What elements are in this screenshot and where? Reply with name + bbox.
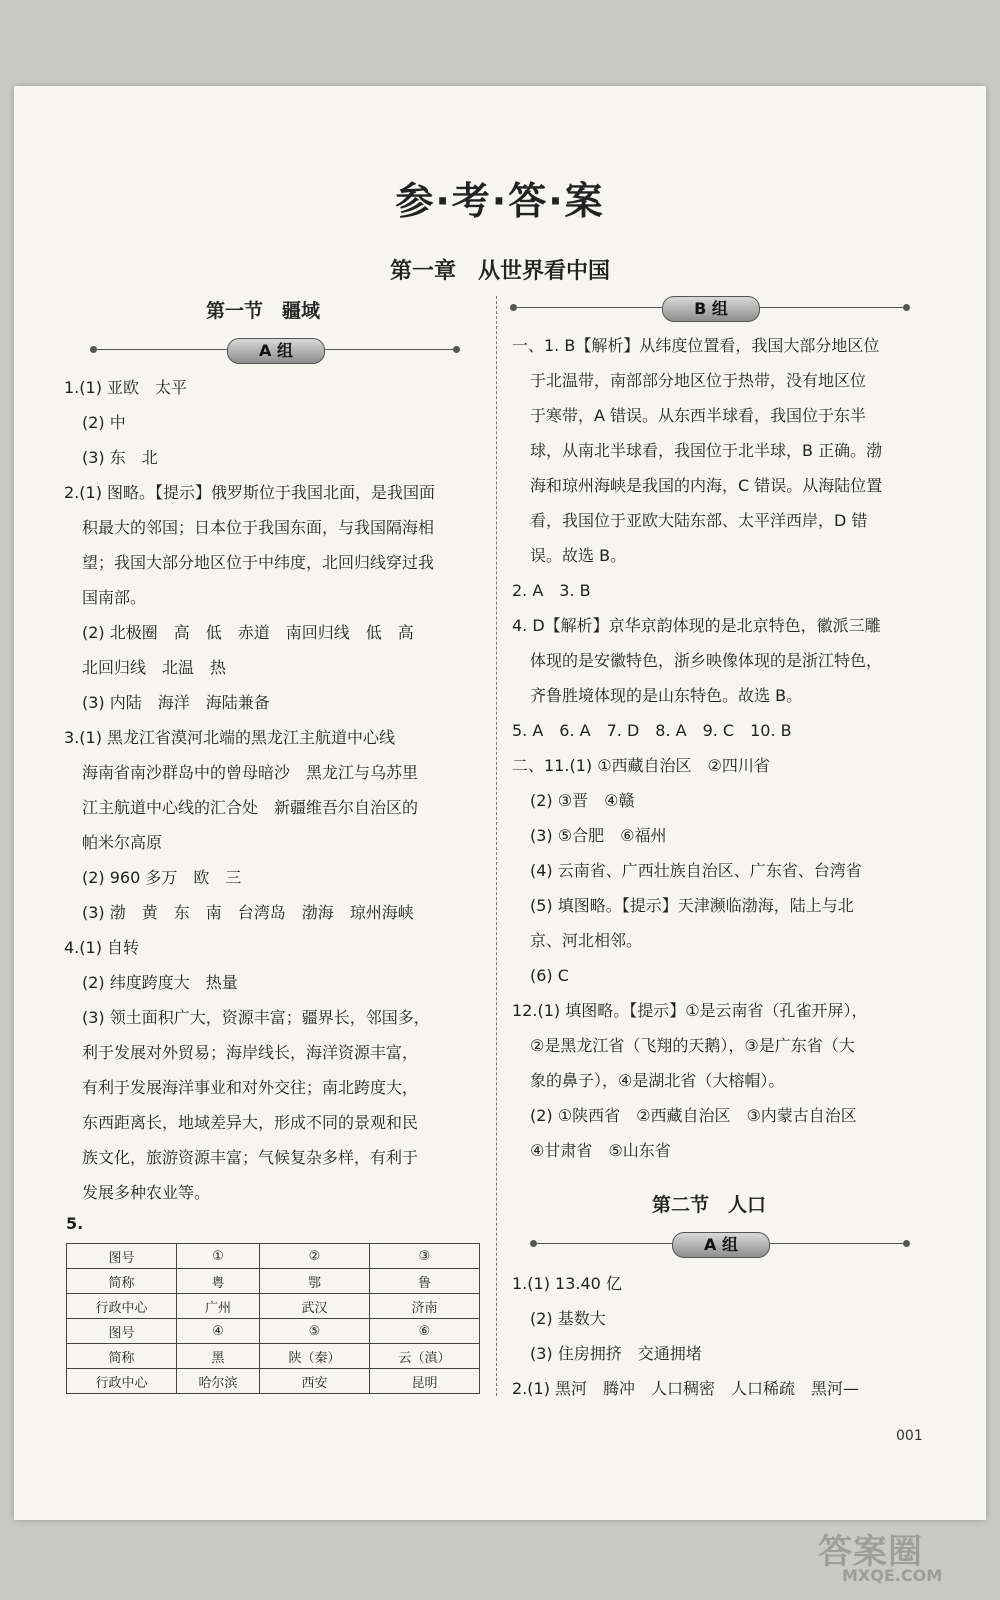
table-cell: 简称 bbox=[67, 1344, 177, 1369]
table-cell: 广州 bbox=[176, 1294, 259, 1319]
question-5-label: 5. bbox=[66, 1214, 84, 1233]
answer-line: 误。故选 B。 bbox=[530, 546, 627, 565]
table-row bbox=[67, 1294, 480, 1319]
answer-line: ④甘肃省 ⑤山东省 bbox=[530, 1141, 671, 1160]
right-answers-population bbox=[512, 1266, 932, 1406]
answer-line: (2) ①陕西省 ②西藏自治区 ③内蒙古自治区 bbox=[530, 1106, 857, 1125]
answer-line: (3) 渤 黄 东 南 台湾岛 渤海 琼州海峡 bbox=[82, 903, 414, 922]
answer-line: 5. A 6. A 7. D 8. A 9. C 10. B bbox=[512, 721, 792, 740]
answer-line: 利于发展对外贸易；海岸线长，海洋资源丰富， bbox=[82, 1043, 419, 1062]
answer-line: 2.(1) 图略。【提示】俄罗斯位于我国北面，是我国面 bbox=[64, 483, 436, 502]
group-a-header bbox=[90, 338, 460, 362]
table-cell: 行政中心 bbox=[67, 1369, 177, 1394]
answer-line: 族文化，旅游资源丰富；气候复杂多样，有利于 bbox=[82, 1148, 419, 1167]
left-answers bbox=[64, 370, 484, 1210]
table-cell: ② bbox=[260, 1244, 370, 1269]
answer-line: 海和琼州海峡是我国的内海，C 错误。从海陆位置 bbox=[530, 476, 883, 495]
page-number: 001 bbox=[896, 1428, 923, 1444]
section-title-territory: 第一节 疆域 bbox=[206, 300, 321, 322]
table-cell: 图号 bbox=[67, 1244, 177, 1269]
chapter-title: 第一章 从世界看中国 bbox=[389, 259, 610, 284]
table-cell: 鲁 bbox=[369, 1269, 479, 1294]
group-b-header bbox=[510, 296, 910, 320]
answer-line: 4. D【解析】京华京韵体现的是北京特色，徽派三雕 bbox=[512, 616, 881, 635]
table-cell: 黑 bbox=[176, 1344, 259, 1369]
answer-line: 有利于发展海洋事业和对外交往；南北跨度大， bbox=[82, 1078, 419, 1097]
answer-line: 于北温带，南部部分地区位于热带，没有地区位 bbox=[530, 371, 867, 390]
answer-line: (4) 云南省、广西壮族自治区、广东省、台湾省 bbox=[530, 861, 862, 880]
answer-line: 1.(1) 13.40 亿 bbox=[512, 1274, 622, 1293]
answer-line: 体现的是安徽特色，浙乡映像体现的是浙江特色， bbox=[530, 651, 883, 670]
table-cell: ⑤ bbox=[260, 1319, 370, 1344]
answer-line: (2) 北极圈 高 低 赤道 南回归线 低 高 bbox=[82, 623, 414, 642]
watermark-logo: 答案圈 bbox=[818, 1532, 923, 1572]
answer-line: 于寒带，A 错误。从东西半球看，我国位于东半 bbox=[530, 406, 867, 425]
answer-line: (2) 960 多万 欧 三 bbox=[82, 868, 242, 887]
answer-line: 望；我国大部分地区位于中纬度，北回归线穿过我 bbox=[82, 553, 435, 572]
group-b-label: B 组 bbox=[662, 296, 760, 322]
answer-line: (6) C bbox=[530, 966, 569, 985]
answer-line: 积最大的邻国；日本位于我国东面，与我国隔海相 bbox=[82, 518, 435, 537]
page-title: 参·考·答·案 bbox=[395, 179, 605, 223]
answer-line: (3) 内陆 海洋 海陆兼备 bbox=[82, 693, 270, 712]
table-cell: 武汉 bbox=[260, 1294, 370, 1319]
group-a2-label: A 组 bbox=[672, 1232, 770, 1258]
table-cell: 简称 bbox=[67, 1269, 177, 1294]
table-cell: ① bbox=[176, 1244, 259, 1269]
answer-line: (3) 领土面积广大，资源丰富；疆界长，邻国多， bbox=[82, 1008, 430, 1027]
watermark-url: MXQE.COM bbox=[842, 1566, 943, 1585]
answer-line: ②是黑龙江省（飞翔的天鹅），③是广东省（大 bbox=[530, 1036, 855, 1055]
table-cell: 济南 bbox=[369, 1294, 479, 1319]
table-cell: 哈尔滨 bbox=[176, 1369, 259, 1394]
answer-line: 北回归线 北温 热 bbox=[82, 658, 227, 677]
answer-line: 发展多种农业等。 bbox=[82, 1183, 211, 1202]
answer-line: (2) ③晋 ④赣 bbox=[530, 791, 635, 810]
answer-line: 国南部。 bbox=[82, 588, 147, 607]
answer-line: 二、11.(1) ①西藏自治区 ②四川省 bbox=[512, 756, 770, 775]
table-cell: 粤 bbox=[176, 1269, 259, 1294]
table-cell: 昆明 bbox=[369, 1369, 479, 1394]
table-row bbox=[67, 1319, 480, 1344]
table-cell: ③ bbox=[369, 1244, 479, 1269]
answer-line: 江主航道中心线的汇合处 新疆维吾尔自治区的 bbox=[82, 798, 419, 817]
answer-line: 京、河北相邻。 bbox=[530, 931, 643, 950]
answer-line: 3.(1) 黑龙江省漠河北端的黑龙江主航道中心线 bbox=[64, 728, 396, 747]
answer-line: (5) 填图略。【提示】天津濒临渤海，陆上与北 bbox=[530, 896, 854, 915]
table-cell: 行政中心 bbox=[67, 1294, 177, 1319]
section-title-population: 第二节 人口 bbox=[652, 1194, 767, 1216]
answer-line: (3) 住房拥挤 交通拥堵 bbox=[530, 1344, 702, 1363]
province-table bbox=[66, 1243, 480, 1394]
table-row bbox=[67, 1344, 480, 1369]
answer-line: 2.(1) 黑河 腾冲 人口稠密 人口稀疏 黑河— bbox=[512, 1379, 860, 1398]
table-cell: 陕（秦） bbox=[260, 1344, 370, 1369]
table-cell: 云（滇） bbox=[369, 1344, 479, 1369]
answer-line: (2) 纬度跨度大 热量 bbox=[82, 973, 238, 992]
answer-line: (2) 中 bbox=[82, 413, 126, 432]
answer-line: (2) 基数大 bbox=[530, 1309, 606, 1328]
answer-line: 象的鼻子），④是湖北省（大榕帽）。 bbox=[530, 1071, 785, 1090]
answer-line: 齐鲁胜境体现的是山东特色。故选 B。 bbox=[530, 686, 803, 705]
answer-line: 球，从南北半球看，我国位于北半球，B 正确。渤 bbox=[530, 441, 883, 460]
answer-line: 12.(1) 填图略。【提示】①是云南省（孔雀开屏）， bbox=[512, 1001, 868, 1020]
right-answers bbox=[512, 328, 932, 1168]
table-cell: 西安 bbox=[260, 1369, 370, 1394]
answer-line: 1.(1) 亚欧 太平 bbox=[64, 378, 188, 397]
answer-line: 4.(1) 自转 bbox=[64, 938, 140, 957]
answer-line: 2. A 3. B bbox=[512, 581, 591, 600]
answer-line: 海南省南沙群岛中的曾母暗沙 黑龙江与乌苏里 bbox=[82, 763, 419, 782]
table-cell: 鄂 bbox=[260, 1269, 370, 1294]
table-row bbox=[67, 1244, 480, 1269]
table-row bbox=[67, 1369, 480, 1394]
answer-line: 看，我国位于亚欧大陆东部、太平洋西岸，D 错 bbox=[530, 511, 868, 530]
answer-line: (3) ⑤合肥 ⑥福州 bbox=[530, 826, 667, 845]
group-a2-header bbox=[530, 1232, 910, 1256]
column-divider bbox=[496, 296, 497, 1396]
table-row bbox=[67, 1269, 480, 1294]
answer-line: 一、1. B【解析】从纬度位置看，我国大部分地区位 bbox=[512, 336, 880, 355]
answer-line: 东西距离长，地域差异大，形成不同的景观和民 bbox=[82, 1113, 419, 1132]
answer-line: (3) 东 北 bbox=[82, 448, 158, 467]
table-cell: ⑥ bbox=[369, 1319, 479, 1344]
group-a-label: A 组 bbox=[227, 338, 325, 364]
table-cell: 图号 bbox=[67, 1319, 177, 1344]
answer-line: 帕米尔高原 bbox=[82, 833, 163, 852]
table-cell: ④ bbox=[176, 1319, 259, 1344]
